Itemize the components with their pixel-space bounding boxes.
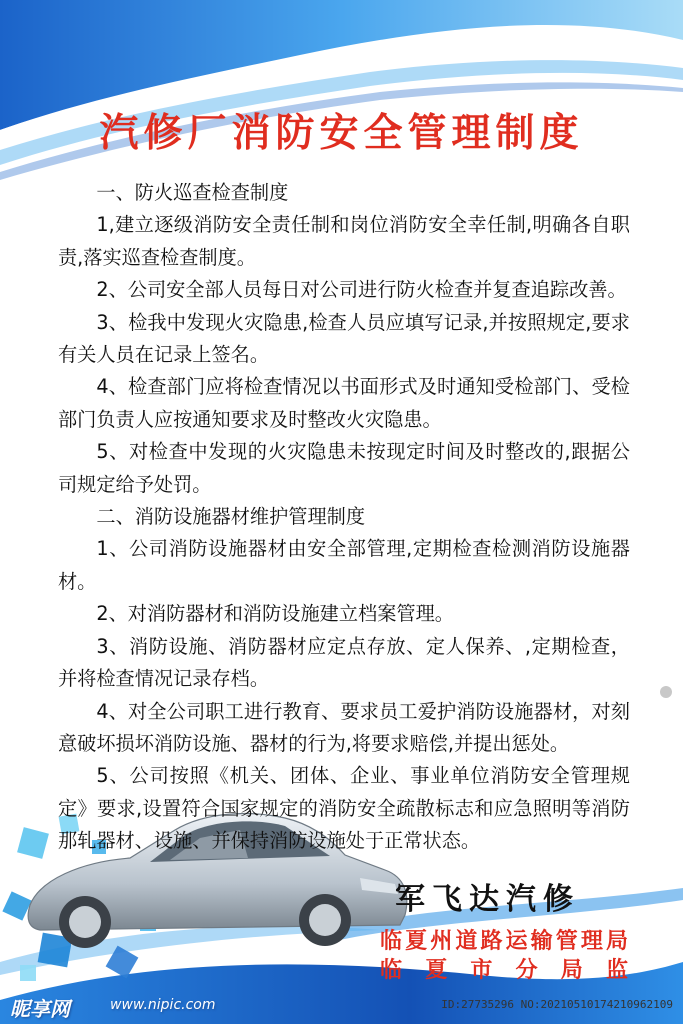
regulation-item: 1,建立逐级消防安全责任制和岗位消防安全幸任制,明确各自职责,落实巡查检查制度。: [58, 213, 630, 269]
page-title: 汽修厂消防安全管理制度: [99, 111, 584, 156]
watermark-logo: 昵享网: [10, 997, 70, 1021]
regulation-body: [58, 177, 630, 858]
regulation-item: 2、公司安全部人员每日对公司进行防火检查并复查追踪改善。: [96, 278, 627, 302]
regulation-item: 2、对消防器材和消防设施建立档案管理。: [96, 602, 454, 626]
regulation-item: 5、公司按照《机关、团体、企业、事业单位消防安全管理规定》要求,设置符合国家规定的消防安全疏散标志和应急照明等消防那轧器材、设施、并保持消防设施处于正常状态。: [58, 764, 630, 853]
regulation-item: 5、对检查中发现的火灾隐患未按现定时间及时整改的,跟据公司规定给予处罚。: [58, 440, 630, 496]
decorative-dot: [660, 686, 672, 698]
section-heading: 一、防火巡查检查制度: [96, 181, 289, 204]
regulation-item: 3、检我中发现火灾隐患,检查人员应填写记录,并按照规定,要求有关人员在记录上签名。: [58, 310, 630, 367]
company-name: 军飞达汽修: [395, 882, 580, 917]
section-heading: 二、消防设施器材维护管理制度: [96, 505, 366, 529]
regulation-item: 4、对全公司职工进行教育、要求员工爱护消防设施器材，对刻意破坏损坏消防设施、器材的行为,将要求赔偿,并提出惩处。: [58, 699, 630, 755]
watermark-url: www.nipic.com: [110, 997, 216, 1013]
regulation-item: 1、公司消防设施器材由安全部管理,定期检查检测消防设施器材。: [58, 537, 630, 593]
regulation-item: 3、消防设施、消防器材应定点存放、定人保养、,定期检查，并将检查情况记录存档。: [58, 634, 630, 691]
regulation-item: 4、检查部门应将检查情况以书面形式及时通知受检部门、受检部门负责人应按通知要求及时整改火灾隐患。: [58, 375, 630, 431]
supervisor-line-1: 临夏州道路运输管理局: [380, 929, 628, 954]
supervisor-line-2: 临夏市分局监: [380, 958, 628, 983]
watermark-id: ID:27735296 NO:20210510174210962109: [441, 998, 673, 1011]
